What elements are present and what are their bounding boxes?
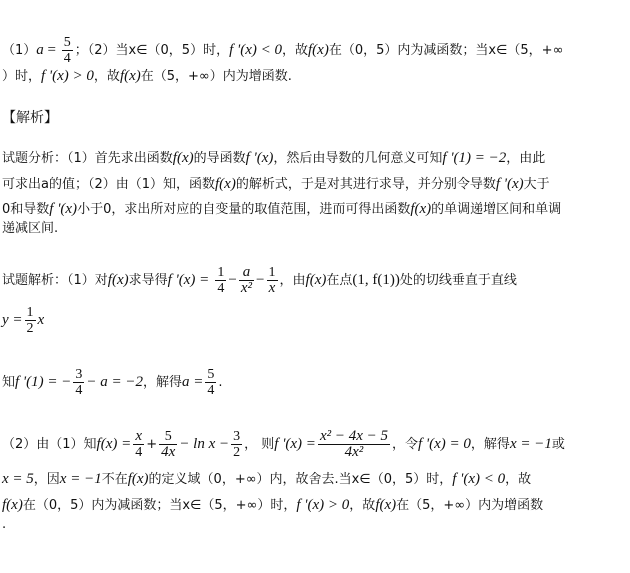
- analysis-line-1: 试题分析：（1）首先求出函数f(x)的导函数f '(x)，然后由导数的几何意义可知f '(1) = −2，由此: [2, 150, 546, 166]
- answer-part1-label: （1）: [2, 43, 37, 58]
- fraction-a-over-x2: $\frac{a}{\text{x²}}$: [240, 264, 253, 296]
- fraction-derivative: $\frac{\text{x² − 4x − 5}}{\text{4x²}}$: [319, 428, 388, 460]
- solution-line-1: 试题解析：（1）对f(x)求导得f '(x) = $\frac{1}{4}$ − $\frac{a}{\text{x²}}$ − $\frac{1}{x}$ ，由f(x)在点(1, f(1))处的切线垂直于直线: [2, 264, 517, 296]
- solution-line-3: 知f '(1) = − $\frac{3}{4}$ − a = −2，解得a = $\frac{5}{4}$ .: [2, 367, 223, 398]
- answer-line-1: （1）a = $\frac{5}{4}$ ；（2）当x∈（0，5）时，f '(x) < 0，故f(x)在（0，5）内为减函数；当x∈（5，+∞: [2, 35, 564, 66]
- analysis-line-3: 0和导数f '(x)小于0，求出所对应的自变量的取值范围，进而可得出函数f(x)的单调递增区间和单调: [2, 201, 562, 217]
- fraction-three-halves: $\frac{3}{2}$: [233, 429, 241, 460]
- part2-end-period: .: [2, 517, 7, 532]
- part2-line-2: x = 5，因x = −1不在f(x)的定义域（0，+∞）内，故舍去.当x∈（0，5）时，f '(x) < 0，故: [2, 471, 532, 487]
- analysis-line-4: 递减区间.: [2, 221, 59, 236]
- analysis-title: 【解析】: [2, 110, 58, 126]
- fraction-one-half: $\frac{1}{2}$: [26, 305, 34, 336]
- fraction-three-quarters: $\frac{3}{4}$: [75, 367, 83, 398]
- analysis-line-2: 可求出a的值；（2）由（1）知，函数f(x)的解析式，于是对其进行求导，并分别令导数f '(x)大于: [2, 176, 550, 192]
- answer-line-2: ）时，f '(x) > 0，故f(x)在（5，+∞）内为增函数.: [2, 68, 292, 84]
- fraction-one-over-x: $\frac{1}{x}$: [268, 265, 276, 296]
- fraction-a-value: $\frac{5}{4}$: [63, 35, 71, 66]
- part2-line-3: f(x)在（0，5）内为减函数；当x∈（5，+∞）时，f '(x) > 0，故f(x)在（5，+∞）内为增函数: [2, 497, 544, 513]
- var-a: a: [36, 42, 44, 58]
- fraction-five-quarters: $\frac{5}{4}$: [207, 367, 215, 398]
- solution-line-2: y = $\frac{1}{2}$ x: [2, 305, 45, 336]
- fraction-5-over-4x: $\frac{5}{4x}$: [161, 429, 176, 460]
- fraction-one-quarter: $\frac{1}{4}$: [217, 265, 225, 296]
- part2-line-1: （2）由（1）知f(x) = $\frac{x}{4}$ + $\frac{5}{4x}$ − ln x − $\frac{3}{2}$ ， 则f '(x) = $\frac{\text{x² − 4x − 5}}{\text{4x²}}$ ，令f '(x) = 0，解得x = −1或: [2, 428, 565, 460]
- equals: =: [43, 42, 60, 58]
- fraction-x-over-4: $\frac{x}{4}$: [135, 428, 143, 460]
